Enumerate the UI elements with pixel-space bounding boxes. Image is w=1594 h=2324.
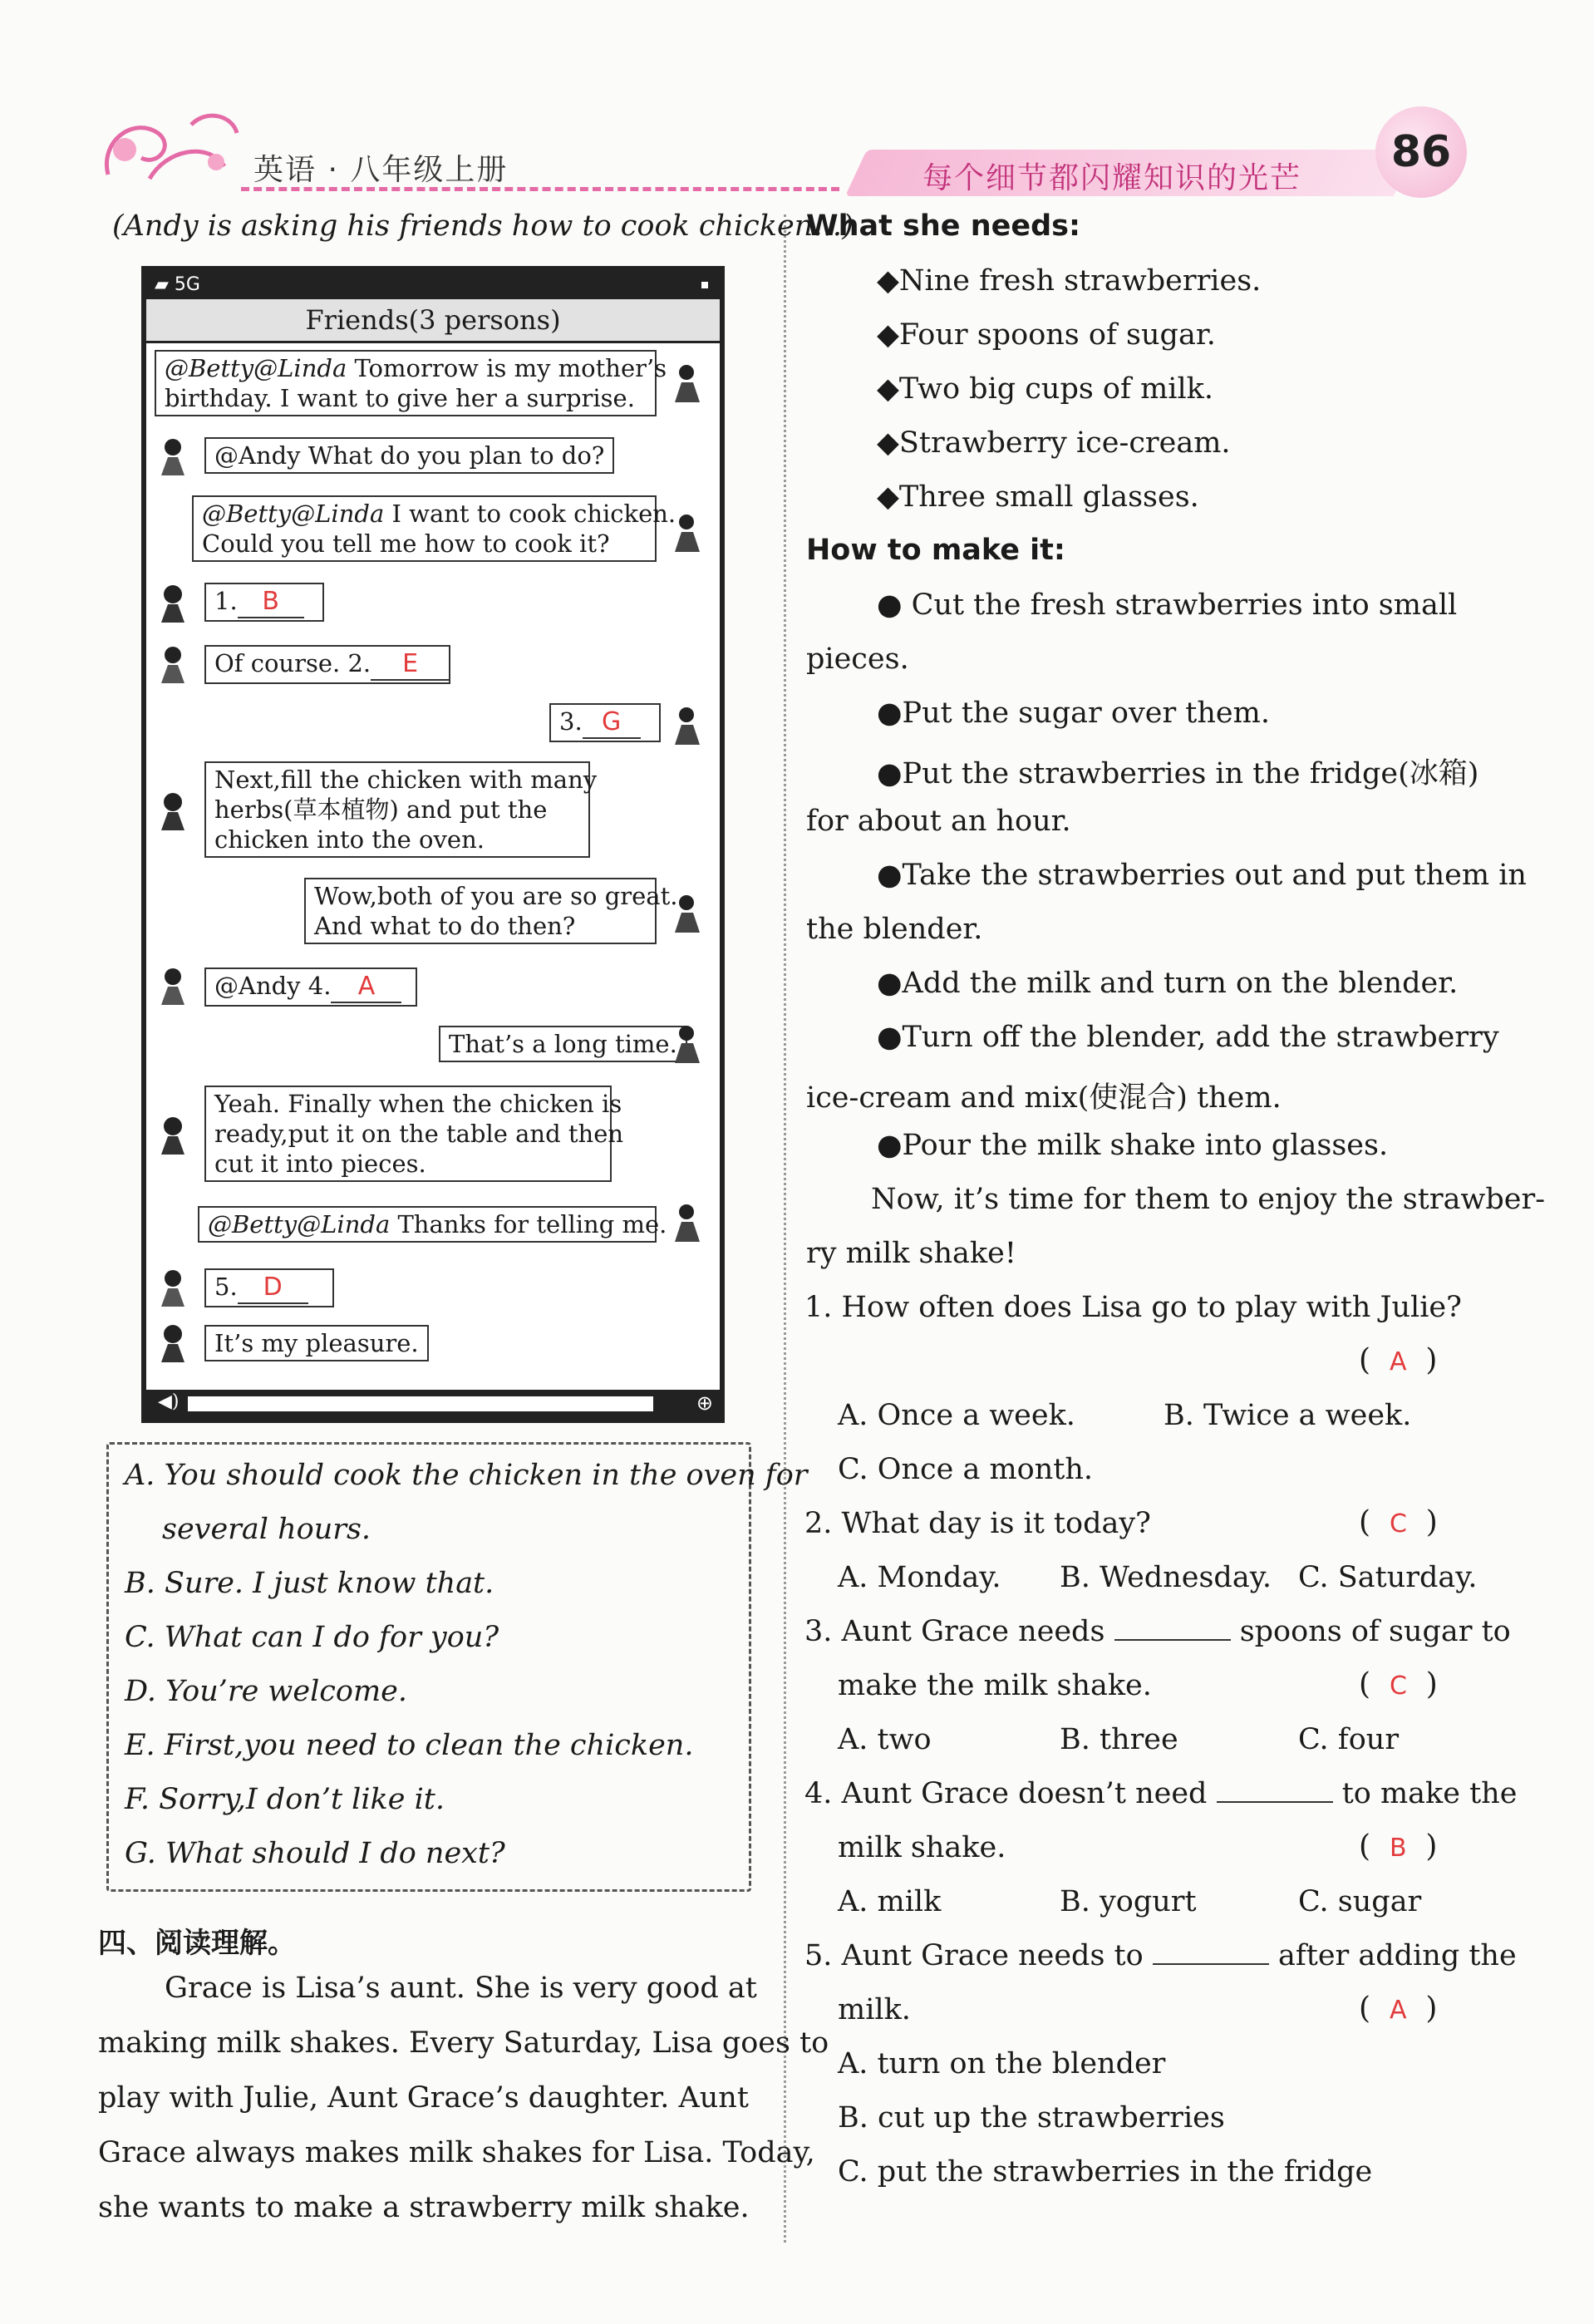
passage-line: Grace is Lisa’s aunt. She is very good at: [165, 1972, 757, 2005]
answer-mark: A: [1389, 1996, 1407, 2025]
chat-message: It’s my pleasure.: [204, 1325, 429, 1361]
dialogue-intro: (Andy is asking his friends how to cook chicken…): [112, 209, 854, 243]
step-line: ●Take the strawberries out and put them in: [877, 859, 1527, 892]
answer-mark: D: [263, 1273, 283, 1302]
linda-avatar-icon: [155, 1322, 191, 1364]
answer-mark: E: [402, 649, 419, 678]
question-stem: 4. Aunt Grace doesn’t need to make the: [804, 1777, 1518, 1810]
choice: B. yogurt: [1060, 1885, 1197, 1918]
choice: B. Twice a week.: [1164, 1399, 1412, 1432]
answer-mark: A: [1389, 1347, 1407, 1376]
choice: B. cut up the strawberries: [838, 2101, 1225, 2134]
linda-avatar-icon: [155, 1115, 191, 1156]
betty-avatar-icon: [155, 643, 191, 685]
passage-line: making milk shakes. Every Saturday, Lisa goes to: [98, 2026, 829, 2060]
andy-avatar-icon: [670, 1023, 706, 1065]
betty-avatar-icon: [155, 965, 191, 1007]
step-line: ● Cut the fresh strawberries into small: [877, 588, 1458, 622]
needs-heading: What she needs:: [806, 209, 1081, 243]
andy-avatar-icon: [670, 1202, 706, 1243]
page-number: 86: [1375, 106, 1467, 198]
passage-line: she wants to make a strawberry milk shake.: [98, 2191, 750, 2224]
chat-message: Wow,both of you are so great. And what to do then?: [304, 878, 657, 944]
question-stem: 1. How often does Lisa go to play with Julie?: [804, 1291, 1462, 1324]
option-a: A. You should cook the chicken in the oven for: [125, 1459, 808, 1492]
linda-avatar-icon: [155, 790, 191, 832]
answer-paren: ( C ): [1359, 1667, 1438, 1701]
step-line: ●Put the strawberries in the fridge(冰箱): [877, 757, 1479, 790]
chat-message: 1. B: [204, 583, 324, 622]
step-line: ●Put the sugar over them.: [877, 697, 1270, 730]
answer-mark: G: [602, 707, 622, 736]
option-g: G. What should I do next?: [125, 1837, 505, 1870]
chat-message: 3. G: [549, 703, 661, 742]
header-divider: [241, 187, 839, 191]
book-title: 英语 · 八年级上册: [253, 153, 509, 187]
voice-icon: ◀): [158, 1391, 180, 1412]
needs-item: ◆Three small glasses.: [877, 480, 1199, 514]
needs-item: ◆Strawberry ice-cream.: [877, 426, 1231, 460]
question-stem: milk shake.: [838, 1831, 1006, 1864]
floral-ornament-icon: [91, 100, 258, 191]
andy-avatar-icon: [670, 362, 706, 404]
choice: C. Once a month.: [838, 1453, 1093, 1486]
step-line: the blender.: [806, 913, 983, 946]
option-e: E. First,you need to clean the chicken.: [125, 1729, 694, 1762]
answer-paren: ( A ): [1359, 1343, 1438, 1377]
question-stem: make the milk shake.: [838, 1669, 1152, 1702]
step-line: pieces.: [806, 643, 909, 676]
chat-message: Next,fill the chicken with many herbs(草本植物) and put the chicken into the oven.: [204, 761, 590, 858]
choice: B. three: [1060, 1723, 1178, 1756]
chat-message: @Betty@Linda Thanks for telling me.: [198, 1206, 657, 1243]
chat-message: Of course. 2. E: [204, 645, 450, 684]
answer-mark: C: [1389, 1509, 1407, 1539]
needs-item: ◆Two big cups of milk.: [877, 372, 1213, 406]
answer-mark: B: [262, 587, 279, 616]
betty-avatar-icon: [155, 1267, 191, 1308]
how-heading: How to make it:: [806, 534, 1065, 567]
andy-avatar-icon: [670, 893, 706, 934]
chat-input-field: [188, 1396, 653, 1411]
battery-icon: [701, 282, 708, 288]
choice: A. two: [838, 1723, 932, 1756]
chat-phone-mockup: [141, 266, 725, 1423]
passage-line: Grace always makes milk shakes for Lisa. Today,: [98, 2136, 815, 2169]
option-d: D. You’re welcome.: [125, 1675, 408, 1708]
choice: A. milk: [838, 1885, 942, 1918]
choice: A. Monday.: [838, 1561, 1001, 1594]
choice: C. Saturday.: [1298, 1561, 1478, 1594]
linda-avatar-icon: [155, 583, 191, 624]
add-icon: ⊕: [696, 1391, 713, 1415]
betty-avatar-icon: [155, 436, 191, 477]
step-line: ●Pour the milk shake into glasses.: [877, 1129, 1389, 1162]
question-stem: milk.: [838, 1993, 911, 2026]
needs-item: ◆Nine fresh strawberries.: [877, 264, 1262, 298]
step-line: Now, it’s time for them to enjoy the strawber-: [871, 1183, 1546, 1216]
step-line: ●Turn off the blender, add the strawberry: [877, 1021, 1499, 1054]
chat-message: @Andy What do you plan to do?: [204, 437, 614, 474]
choice: C. four: [1298, 1723, 1400, 1756]
choice: A. turn on the blender: [838, 2047, 1166, 2080]
passage-line: play with Julie, Aunt Grace’s daughter. Aunt: [98, 2081, 749, 2115]
answer-paren: ( A ): [1359, 1992, 1438, 2026]
answer-mark: C: [1389, 1672, 1407, 1701]
answer-mark: A: [357, 972, 376, 1001]
step-line: for about an hour.: [806, 805, 1071, 838]
header-slogan: 每个细节都闪耀知识的光芒: [922, 161, 1302, 195]
step-line: ●Add the milk and turn on the blender.: [877, 967, 1459, 1000]
option-b: B. Sure. I just know that.: [125, 1567, 494, 1600]
step-line: ice-cream and mix(使混合) them.: [806, 1081, 1282, 1115]
options-box: [106, 1442, 751, 1892]
question-stem: 2. What day is it today?: [804, 1507, 1151, 1540]
chat-input-bar: [146, 1390, 720, 1418]
phone-status-bar: [146, 271, 720, 299]
column-divider: [784, 214, 786, 2243]
option-c: C. What can I do for you?: [125, 1621, 499, 1654]
question-stem: 3. Aunt Grace needs spoons of sugar to: [804, 1615, 1511, 1648]
chat-message: @Betty@Linda I want to cook chicken. Could you tell me how to cook it?: [192, 495, 657, 562]
chat-message: That’s a long time.: [439, 1026, 687, 1062]
step-line: ry milk shake!: [806, 1237, 1016, 1270]
answer-paren: ( B ): [1359, 1829, 1438, 1864]
andy-avatar-icon: [670, 705, 706, 746]
network-label: ▰ 5G: [155, 274, 200, 295]
answer-paren: ( C ): [1359, 1505, 1438, 1539]
choice: A. Once a week.: [838, 1399, 1075, 1432]
choice: C. sugar: [1298, 1885, 1422, 1918]
option-f: F. Sorry,I don’t like it.: [125, 1783, 445, 1816]
chat-message: @Andy 4. A: [204, 968, 417, 1007]
choice: B. Wednesday.: [1060, 1561, 1272, 1594]
option-a-continued: several hours.: [162, 1513, 371, 1546]
answer-mark: B: [1389, 1834, 1407, 1863]
choice: C. put the strawberries in the fridge: [838, 2155, 1373, 2189]
chat-message: @Betty@Linda Tomorrow is my mother’s birthday. I want to give her a surprise.: [155, 350, 657, 416]
section-heading: 四、阅读理解。: [98, 1927, 296, 1960]
chat-message: 5. D: [204, 1268, 334, 1307]
chat-message: Yeah. Finally when the chicken is ready,put it on the table and then cut it into pieces.: [204, 1086, 612, 1182]
question-stem: 5. Aunt Grace needs to after adding the: [804, 1939, 1517, 1972]
needs-item: ◆Four spoons of sugar.: [877, 318, 1216, 352]
andy-avatar-icon: [670, 512, 706, 554]
chat-title: Friends(3 persons): [146, 299, 720, 343]
